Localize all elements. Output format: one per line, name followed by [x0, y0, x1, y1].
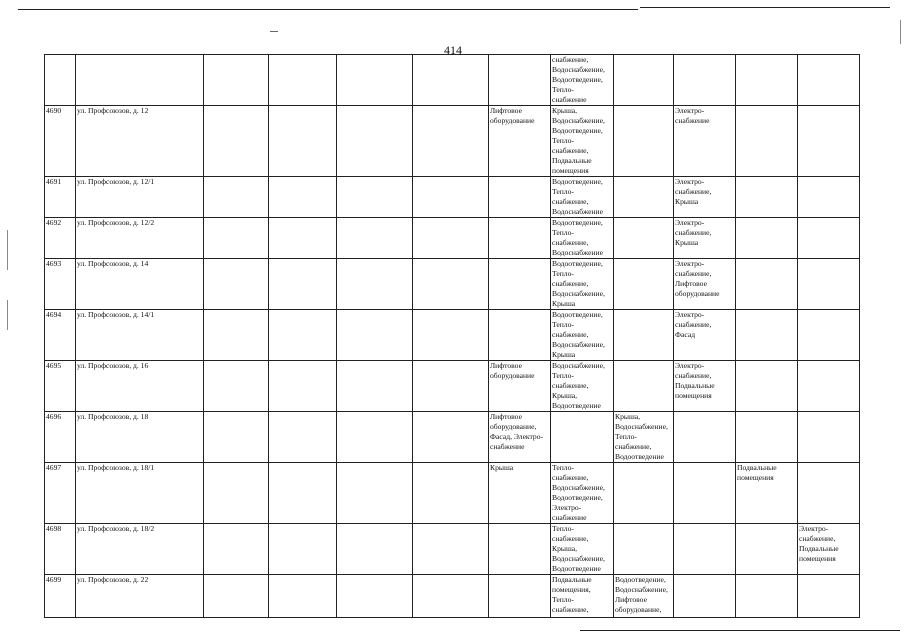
cell-c10: [674, 177, 736, 218]
cell-c7-line: снабжение: [490, 442, 525, 451]
row-address: ул. Профсоюзов, д. 18: [76, 412, 204, 463]
row-address: ул. Профсоюзов, д. 18/2: [76, 524, 204, 575]
row-number: 4694: [45, 310, 76, 361]
cell-c9: [614, 259, 674, 310]
cell-c7: [489, 575, 551, 618]
cell-c11: [736, 575, 798, 618]
scan-line-bottom: [580, 630, 900, 631]
row-number: 4695: [45, 361, 76, 412]
cell-c8-line: снабжение,: [552, 279, 589, 288]
cell-c7: [489, 361, 551, 412]
cell-c8-line: Тепло-: [552, 228, 574, 237]
cell-c12: [798, 310, 860, 361]
scan-line-top: [18, 9, 638, 10]
cell-c10-line: Крыша: [675, 238, 699, 247]
cell-c8-line: Водоотведение,: [552, 218, 603, 227]
cell-c9-line: Лифтовое: [615, 595, 647, 604]
cell-c8-line: Водоотведение,: [552, 259, 603, 268]
cell-c7: [489, 412, 551, 463]
cell-c9: [614, 575, 674, 618]
cell-c8-line: Водоотведение,: [552, 177, 603, 186]
cell-c9: [614, 310, 674, 361]
cell-c10-line: Фасад: [675, 330, 696, 339]
cell-c10: [674, 106, 736, 177]
cell-c8-line: снабжение,: [552, 146, 589, 155]
cell-c8-line: снабжение,: [552, 534, 589, 543]
cell-c10-line: Подвальные: [675, 381, 715, 390]
cell-c8-line: Тепло-: [552, 187, 574, 196]
cell-c11: [736, 463, 798, 524]
cell-c8-line: снабжение,: [552, 381, 589, 390]
cell-c10-line: Крыша: [675, 197, 699, 206]
cell-c8: [551, 524, 614, 575]
cell-c9-line: снабжение,: [615, 442, 652, 451]
cell-c10-line: снабжение,: [675, 371, 712, 380]
row-number: 4696: [45, 412, 76, 463]
cell-c7: [489, 463, 551, 524]
first-row-col8-line: Водоснабжение,: [552, 65, 605, 74]
cell-c8-line: Водоотведение: [552, 401, 601, 410]
cell-c12: [798, 412, 860, 463]
cell-c8-line: Крыша,: [552, 391, 578, 400]
cell-c8: [551, 412, 614, 463]
cell-c11-line: помещения: [737, 473, 774, 482]
cell-c8-line: Водоотведение: [552, 564, 601, 573]
cell-c8: [551, 310, 614, 361]
first-row-col8-line: Тепло-: [552, 85, 574, 94]
row-address: ул. Профсоюзов, д. 14: [76, 259, 204, 310]
cell-c8-line: Водоснабжение: [552, 248, 603, 257]
cell-c9: [614, 463, 674, 524]
cell-c9: [614, 412, 674, 463]
cell-c12-line: помещения: [799, 554, 836, 563]
cell-c8-line: Тепло-: [552, 269, 574, 278]
first-row-col8-line: снабжение,: [552, 55, 589, 64]
row-number: 4691: [45, 177, 76, 218]
table-body: [45, 55, 860, 618]
cell-c8-line: Водоснабжение,: [552, 289, 605, 298]
cell-c9: [614, 106, 674, 177]
cell-c8-line: снабжение,: [552, 473, 589, 482]
cell-c9-line: Водоотведение,: [615, 575, 666, 584]
cell-c10: [674, 412, 736, 463]
cell-c9-line: Водоотведение: [615, 452, 664, 461]
cell-c8-line: Водоотведение,: [552, 493, 603, 502]
cell-c8-line: Крыша,: [552, 544, 578, 553]
cell-c12: [798, 177, 860, 218]
table-row: [45, 259, 860, 310]
first-row-col8: [551, 55, 614, 106]
cell-c8-line: Тепло-: [552, 463, 574, 472]
cell-c7: [489, 177, 551, 218]
cell-c12: [798, 361, 860, 412]
row-number: 4698: [45, 524, 76, 575]
cell-c9: [614, 361, 674, 412]
cell-c10-line: Электро-: [675, 218, 705, 227]
row-number: 4693: [45, 259, 76, 310]
cell-c11-line: Подвальные: [737, 463, 777, 472]
cell-c12: [798, 106, 860, 177]
cell-c10-line: помещения: [675, 391, 712, 400]
cell-c8-line: Водоснабжение,: [552, 554, 605, 563]
cell-c12-line: снабжение,: [799, 534, 836, 543]
cell-c10-line: оборудование: [675, 289, 720, 298]
cell-c8-line: Тепло-: [552, 136, 574, 145]
cell-c10: [674, 361, 736, 412]
cell-c12: [798, 463, 860, 524]
cell-c11: [736, 412, 798, 463]
cell-c10-line: Лифтовое: [675, 279, 707, 288]
cell-c8: [551, 218, 614, 259]
cell-c12-line: Подвальные: [799, 544, 839, 553]
scan-mark-small: [270, 31, 278, 32]
cell-c9: [614, 218, 674, 259]
cell-c11: [736, 361, 798, 412]
cell-c8-line: Подвальные: [552, 575, 592, 584]
row-address: ул. Профсоюзов, д. 16: [76, 361, 204, 412]
cell-c10: [674, 259, 736, 310]
cell-c10: [674, 524, 736, 575]
cell-c11: [736, 177, 798, 218]
cell-c8: [551, 361, 614, 412]
cell-c8: [551, 106, 614, 177]
cell-c12: [798, 259, 860, 310]
table-row: [45, 177, 860, 218]
cell-c10-line: Электро-: [675, 259, 705, 268]
cell-c10-line: Электро-: [675, 177, 705, 186]
cell-c9: [614, 524, 674, 575]
table-row: [45, 218, 860, 259]
cell-c8-line: Водоснабжение,: [552, 116, 605, 125]
cell-c8-line: Тепло-: [552, 320, 574, 329]
cell-c7-line: оборудование: [490, 371, 535, 380]
cell-c10-line: снабжение,: [675, 187, 712, 196]
cell-c9-line: Крыша,: [615, 412, 641, 421]
cell-c11: [736, 524, 798, 575]
table-row: [45, 310, 860, 361]
table-row: [45, 412, 860, 463]
row-number: 4699: [45, 575, 76, 618]
table-row: [45, 575, 860, 618]
cell-c8-line: Крыша: [552, 299, 576, 308]
cell-c12-line: Электро-: [799, 524, 829, 533]
cell-c8-line: Водоотведение,: [552, 126, 603, 135]
cell-c8-line: Электро-: [552, 503, 582, 512]
cell-c10: [674, 575, 736, 618]
cell-c10-line: снабжение,: [675, 228, 712, 237]
scan-line-top-right: [640, 7, 890, 8]
first-row-col8-line: снабжение: [552, 95, 587, 104]
cell-c8: [551, 259, 614, 310]
table-row: [45, 361, 860, 412]
cell-c9-line: Водоснабжение,: [615, 585, 668, 594]
cell-c10-line: снабжение: [675, 116, 710, 125]
cell-c8: [551, 575, 614, 618]
cell-c10-line: Электро-: [675, 361, 705, 370]
cell-c12: [798, 218, 860, 259]
cell-c7-line: Лифтовое: [490, 106, 522, 115]
cell-c8-line: Тепло-: [552, 524, 574, 533]
cell-c8-line: Крыша: [552, 350, 576, 359]
cell-c10-line: снабжение,: [675, 320, 712, 329]
table-row: [45, 463, 860, 524]
cell-c10-line: Электро-: [675, 310, 705, 319]
table-row: [45, 106, 860, 177]
cell-c8: [551, 177, 614, 218]
cell-c7: [489, 218, 551, 259]
cell-c9-line: оборудование,: [615, 605, 662, 614]
cell-c8-line: Водоснабжение,: [552, 340, 605, 349]
cell-c11: [736, 259, 798, 310]
cell-c10: [674, 463, 736, 524]
table-row: [45, 524, 860, 575]
cell-c9: [614, 177, 674, 218]
cell-c8-line: Водоснабжение,: [552, 361, 605, 370]
cell-c9-line: Водоснабжение,: [615, 422, 668, 431]
cell-c7-line: Лифтовое: [490, 361, 522, 370]
cell-c8-line: помещения: [552, 166, 589, 175]
cell-c8-line: снабжение,: [552, 197, 589, 206]
cell-c9-line: Тепло-: [615, 432, 637, 441]
cell-c12: [798, 575, 860, 618]
cell-c8-line: снабжение,: [552, 330, 589, 339]
cell-c7: [489, 310, 551, 361]
cell-c11: [736, 218, 798, 259]
cell-c8-line: помещения,: [552, 585, 591, 594]
cell-c7: [489, 259, 551, 310]
page-number: 414: [444, 43, 462, 57]
cell-c8-line: Водоснабжение: [552, 207, 603, 216]
scan-line-right: [900, 20, 901, 44]
cell-c8-line: Крыша,: [552, 106, 578, 115]
row-address: ул. Профсоюзов, д. 12: [76, 106, 204, 177]
cell-c8-line: снабжение,: [552, 605, 589, 614]
cell-c8-line: Тепло-: [552, 595, 574, 604]
row-address: ул. Профсоюзов, д. 14/1: [76, 310, 204, 361]
row-address: ул. Профсоюзов, д. 12/1: [76, 177, 204, 218]
table-row-continued: [45, 55, 860, 106]
cell-c7-line: оборудование: [490, 116, 535, 125]
row-number: 4697: [45, 463, 76, 524]
cell-c11: [736, 310, 798, 361]
cell-c7: [489, 106, 551, 177]
cell-c8-line: Тепло-: [552, 371, 574, 380]
cell-c8-line: Водоснабжение,: [552, 483, 605, 492]
cell-c10: [674, 310, 736, 361]
cell-c11: [736, 106, 798, 177]
cell-c7: [489, 524, 551, 575]
cell-c7-line: оборудование,: [490, 422, 537, 431]
cell-c7-line: Крыша: [490, 463, 514, 472]
row-number: 4692: [45, 218, 76, 259]
cell-c8-line: Подвальные: [552, 156, 592, 165]
housing-table: [44, 54, 860, 618]
row-address: ул. Профсоюзов, д. 18/1: [76, 463, 204, 524]
row-address: ул. Профсоюзов, д. 12/2: [76, 218, 204, 259]
scan-line-left-1: [7, 230, 8, 270]
first-row-col8-line: Водоотведение,: [552, 75, 603, 84]
cell-c12: [798, 524, 860, 575]
cell-c8-line: снабжение: [552, 513, 587, 522]
cell-c10-line: снабжение,: [675, 269, 712, 278]
cell-c10: [674, 218, 736, 259]
cell-c8: [551, 463, 614, 524]
cell-c10-line: Электро-: [675, 106, 705, 115]
cell-c7-line: Фасад, Электро-: [490, 432, 544, 441]
cell-c8-line: снабжение,: [552, 238, 589, 247]
row-address: ул. Профсоюзов, д. 22: [76, 575, 204, 618]
cell-c7-line: Лифтовое: [490, 412, 522, 421]
row-number: 4690: [45, 106, 76, 177]
cell-c8-line: Водоотведение,: [552, 310, 603, 319]
scan-line-left-2: [7, 300, 8, 330]
